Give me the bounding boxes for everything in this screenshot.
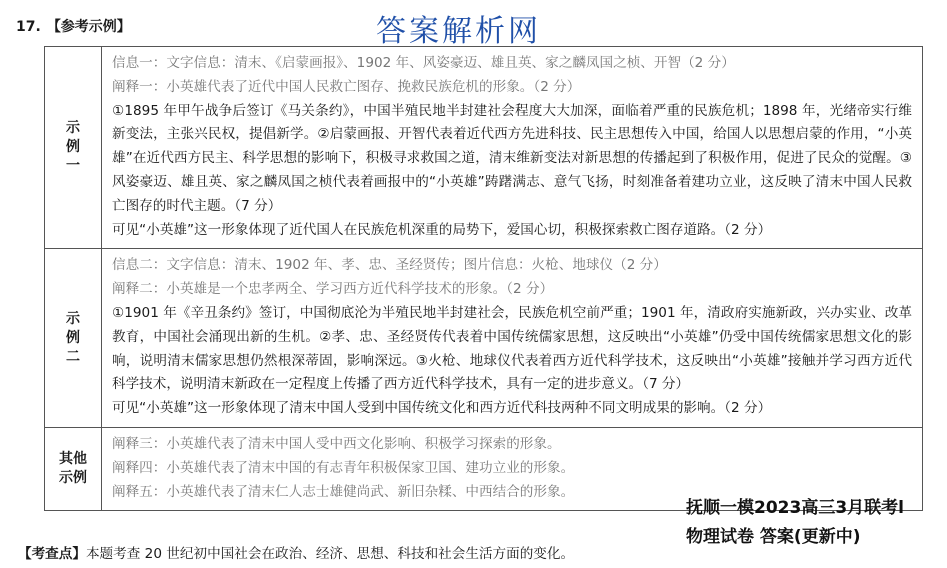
conclusion-line: 可见“小英雄”这一形象体现了清末中国人受到中国传统文化和西方近代科技两种不同文明成果的影响。（2 分） — [112, 400, 772, 417]
other-item: 阐释三：小英雄代表了清末中国人受中西文化影响、积极学习探索的形象。 — [112, 435, 561, 452]
overlay-line-1: 抚顺一模2023高三3月联考l — [686, 498, 904, 518]
interpretation-line: 阐释二：小英雄是一个忠孝两全、学习西方近代科学技术的形象。（2 分） — [112, 281, 554, 298]
other-item: 阐释四：小英雄代表了清末中国的有志青年积极保家卫国、建功立业的形象。 — [112, 459, 575, 476]
info-line: 信息一：文字信息：清末、《启蒙画报》、1902 年、风姿豪迈、雄且英、家之麟凤国之桢、开智（2 分） — [112, 55, 735, 71]
example-label-cell — [45, 47, 102, 249]
watermark: 答案解析网 — [376, 14, 541, 49]
example-row-1 — [45, 47, 923, 249]
other-label: 其他示例 — [59, 451, 87, 487]
question-number: 17. — [16, 19, 41, 35]
section-heading: 【参考示例】 — [46, 19, 131, 35]
other-label-cell — [45, 427, 102, 510]
example-label: 示例二 — [66, 310, 80, 365]
example-content — [102, 249, 923, 428]
example-label: 示例一 — [66, 120, 80, 175]
exam-point-footer — [18, 542, 574, 562]
other-item: 阐释五：小英雄代表了清末仁人志士雄健尚武、新旧杂糅、中西结合的形象。 — [112, 483, 575, 500]
question-header — [16, 16, 131, 36]
overlay-line-2: 物理试卷 答案(更新中) — [686, 527, 861, 547]
analysis-paragraph: ①1901 年《辛丑条约》签订，中国彻底沦为半殖民地半封建社会，民族危机空前严重；1901 年，清政府实施新政，兴办实业、改革教育，中国社会涌现出新的生机。②孝、忠、圣经贤传代表着中国传统儒家思想，这反映出“小英雄”仍受中国传统儒家思想文化的影响，说明清末儒家思想仍然根深蒂固，影响深远。③火枪、地球仪代表着西方近代科学技术，这反映出“小英雄”接触并学习西方近代科学技术，说明清末新政在一定程度上传播了西方近代科学技术，具有一定的进步意义。（7 分） — [112, 304, 912, 393]
analysis-paragraph: ①1895 年甲午战争后签订《马关条约》，中国半殖民地半封建社会程度大大加深，面临着严重的民族危机；1898 年，光绪帝实行维新变法，主张兴民权，提倡新学。②启蒙画报、开智代表着近代西方先进科技、民主思想传入中国，给国人以思想启蒙的作用，“小英雄”在近代西方民主、科学思想的影响下，积极寻求救国之道，清末维新变法对新思想的传播起到了积极作用，促进了民众的觉醒。③风姿豪迈、雄且英、家之麟凤国之桢代表着画报中的“小英雄”踌躇满志、意气飞扬，时刻准备着建功立业，这反映了清末中国人民救亡图存的时代主题。（7 分） — [112, 102, 912, 214]
interpretation-line: 阐释一：小英雄代表了近代中国人民救亡图存、挽救民族危机的形象。（2 分） — [112, 78, 581, 95]
exam-point-text: 本题考查 20 世纪初中国社会在政治、经济、思想、科技和社会生活方面的变化。 — [85, 546, 575, 562]
example-row-2 — [45, 249, 923, 428]
answer-table — [44, 46, 923, 511]
example-label-cell — [45, 249, 102, 428]
conclusion-line: 可见“小英雄”这一形象体现了近代国人在民族危机深重的局势下，爱国心切，积极探索救亡图存道路。（2 分） — [112, 221, 772, 238]
overlay-caption — [686, 494, 904, 552]
exam-point-label: 【考查点】 — [18, 546, 86, 562]
example-content — [102, 47, 923, 249]
info-line: 信息二：文字信息：清末、1902 年、孝、忠、圣经贤传；图片信息：火枪、地球仪（2 分） — [112, 257, 667, 274]
